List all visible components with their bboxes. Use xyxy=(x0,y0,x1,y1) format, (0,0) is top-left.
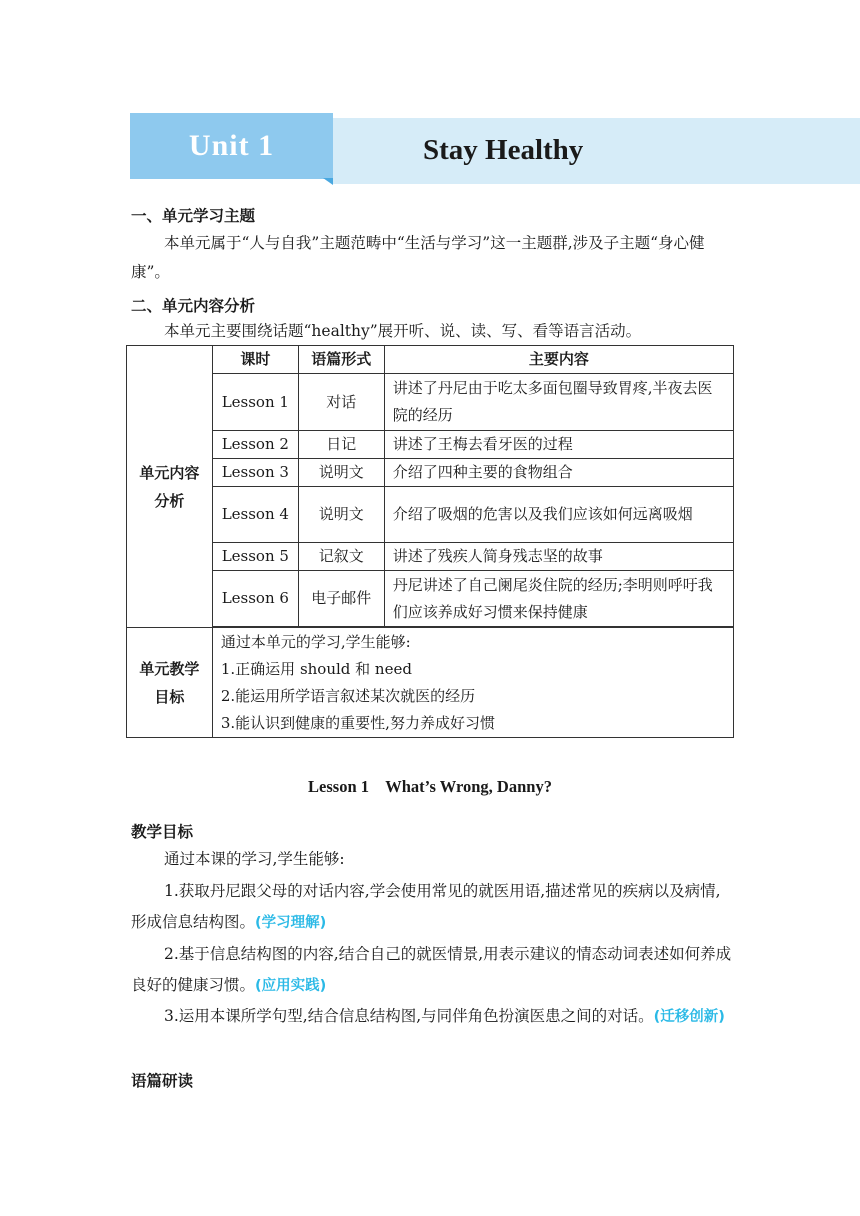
content-cell: 讲述了残疾人简身残志坚的故事 xyxy=(384,543,733,571)
table-row xyxy=(127,487,734,543)
header-content: 主要内容 xyxy=(384,346,733,374)
objectives-intro: 通过本课的学习,学生能够: xyxy=(164,850,345,868)
unit-analysis-table xyxy=(126,345,734,738)
form-cell: 电子邮件 xyxy=(298,571,384,627)
reading-heading: 语篇研读 xyxy=(131,1072,194,1090)
lesson-cell: Lesson 3 xyxy=(212,459,298,487)
table-row xyxy=(127,459,734,487)
title-banner-background xyxy=(333,118,860,184)
goal-line: 2.能运用所学语言叙述某次就医的经历 xyxy=(220,686,476,705)
section-heading-analysis: 二、单元内容分析 xyxy=(131,297,256,315)
objective-item xyxy=(131,1001,732,1033)
objective-tag: (迁移创新) xyxy=(653,1009,725,1025)
row-label-analysis: 单元内容分析 xyxy=(127,346,213,628)
form-cell: 对话 xyxy=(298,374,384,431)
goal-line: 3.能认识到健康的重要性,努力养成好习惯 xyxy=(220,713,495,732)
objective-text: 2.基于信息结构图的内容,结合自己的就医情景,用表示建议的情态动词表述如何养成良好的健康习惯。 xyxy=(131,945,732,994)
form-cell: 说明文 xyxy=(298,487,384,543)
objective-item xyxy=(131,939,732,1002)
content-cell: 丹尼讲述了自己阑尾炎住院的经历;李明则呼吁我们应该养成好习惯来保持健康 xyxy=(384,571,733,627)
table-row xyxy=(127,543,734,571)
objective-text: 3.运用本课所学句型,结合信息结构图,与同伴角色扮演医患之间的对话。 xyxy=(164,1007,654,1025)
goal-line: 通过本单元的学习,学生能够: xyxy=(220,632,411,651)
objective-tag: (学习理解) xyxy=(255,915,327,931)
goals-cell xyxy=(212,628,733,738)
lesson-cell: Lesson 6 xyxy=(212,571,298,627)
form-cell: 记叙文 xyxy=(298,543,384,571)
table-row xyxy=(127,374,734,431)
unit-label: Unit 1 xyxy=(188,129,275,162)
table-row xyxy=(127,431,734,459)
header-lesson: 课时 xyxy=(212,346,298,374)
objectives-heading: 教学目标 xyxy=(131,823,194,841)
content-cell: 讲述了王梅去看牙医的过程 xyxy=(384,431,733,459)
goal-line: 1.正确运用 should 和 need xyxy=(220,659,412,678)
header-form: 语篇形式 xyxy=(298,346,384,374)
objective-tag: (应用实践) xyxy=(255,978,327,994)
section-heading-theme: 一、单元学习主题 xyxy=(131,207,256,225)
table-header-row xyxy=(127,346,734,374)
section-text-analysis: 本单元主要围绕话题“healthy”展开听、说、读、写、看等语言活动。 xyxy=(164,322,642,340)
content-cell: 介绍了吸烟的危害以及我们应该如何远离吸烟 xyxy=(384,487,733,543)
content-cell: 介绍了四种主要的食物组合 xyxy=(384,459,733,487)
lesson-cell: Lesson 5 xyxy=(212,543,298,571)
banner-corner-tab xyxy=(323,178,333,185)
lesson-cell: Lesson 2 xyxy=(212,431,298,459)
form-cell: 日记 xyxy=(298,431,384,459)
form-cell: 说明文 xyxy=(298,459,384,487)
table-row xyxy=(127,571,734,627)
row-label-goals: 单元教学目标 xyxy=(127,628,213,738)
content-cell: 讲述了丹尼由于吃太多面包圈导致胃疼,半夜去医院的经历 xyxy=(384,374,733,431)
lesson-cell: Lesson 1 xyxy=(212,374,298,431)
objective-item xyxy=(131,876,732,939)
lesson-title: Lesson 1 What’s Wrong, Danny? xyxy=(308,777,552,796)
objective-text: 1.获取丹尼跟父母的对话内容,学会使用常见的就医用语,描述常见的疾病以及病情,形成信息结构图。 xyxy=(131,882,721,931)
lesson-cell: Lesson 4 xyxy=(212,487,298,543)
goals-row xyxy=(127,628,734,738)
unit-title: Stay Healthy xyxy=(423,134,584,166)
section-text-theme: 本单元属于“人与自我”主题范畴中“生活与学习”这一主题群,涉及子主题“身心健康”。 xyxy=(131,234,705,281)
